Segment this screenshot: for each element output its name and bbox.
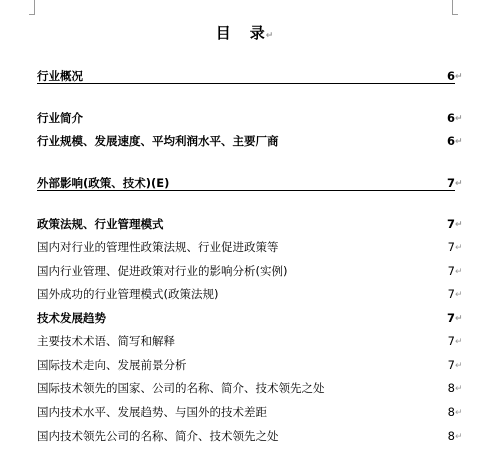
toc-entry-page: 6 ↵	[446, 111, 463, 125]
toc-entry-page: 7 ↵	[447, 287, 463, 301]
paragraph-mark-icon: ↵	[455, 72, 463, 82]
toc-entry-page: 7 ↵	[446, 311, 463, 325]
toc-entry-text: 国内行业管理、促进政策对行业的影响分析(实例)	[37, 264, 288, 278]
toc-entry-level3[interactable]	[37, 263, 463, 281]
paragraph-mark-icon: ↵	[455, 361, 463, 371]
title-char-2: 录	[249, 24, 266, 42]
paragraph-mark-icon: ↵	[455, 432, 463, 442]
toc-entry-page: 8 ↵	[447, 429, 463, 443]
toc-entry-level3[interactable]	[37, 239, 463, 257]
toc-title	[0, 22, 490, 43]
toc-entry-text: 国内对行业的管理性政策法规、行业促进政策等	[37, 240, 279, 254]
toc-entry-text: 主要技术术语、简写和解释	[37, 334, 175, 348]
toc-entry-text: 行业规模、发展速度、平均利润水平、主要厂商	[37, 134, 279, 148]
toc-entry-text: 国际技术领先的国家、公司的名称、简介、技术领先之处	[37, 381, 325, 395]
toc-entry-level2[interactable]	[37, 310, 463, 328]
toc-entry-page: 7 ↵	[447, 240, 463, 254]
crop-mark-left	[29, 0, 35, 15]
toc-entry-text: 行业概况	[37, 69, 83, 83]
toc-entry-level3[interactable]	[37, 428, 463, 446]
toc-entry-level1[interactable]	[37, 175, 463, 193]
toc-entry-level3[interactable]	[37, 333, 463, 351]
paragraph-mark-icon: ↵	[455, 314, 463, 324]
heading-underline	[37, 83, 455, 84]
crop-mark-right	[452, 0, 458, 15]
toc-entry-text: 国外成功的行业管理模式(政策法规)	[37, 287, 219, 301]
toc-entry-level3[interactable]	[37, 404, 463, 422]
paragraph-mark-icon: ↵	[455, 267, 463, 277]
paragraph-mark-icon: ↵	[265, 31, 275, 41]
paragraph-mark-icon: ↵	[455, 179, 463, 189]
paragraph-mark-icon: ↵	[455, 408, 463, 418]
toc-entry-page: 7 ↵	[447, 358, 463, 372]
paragraph-mark-icon: ↵	[455, 137, 463, 147]
toc-entry-level3[interactable]	[37, 357, 463, 375]
toc-entry-level3[interactable]	[37, 286, 463, 304]
paragraph-mark-icon: ↵	[455, 220, 463, 230]
toc-entry-level2[interactable]	[37, 216, 463, 234]
toc-entry-text: 国内技术水平、发展趋势、与国外的技术差距	[37, 405, 267, 419]
toc-entry-text: 国际技术走向、发展前景分析	[37, 358, 187, 372]
toc-entry-text: 政策法规、行业管理模式	[37, 217, 164, 231]
toc-entry-text: 技术发展趋势	[37, 311, 106, 325]
toc-entry-level2[interactable]	[37, 110, 463, 128]
toc-entry-level2[interactable]	[37, 133, 463, 151]
paragraph-mark-icon: ↵	[455, 290, 463, 300]
toc-entry-text: 国内技术领先公司的名称、简介、技术领先之处	[37, 429, 279, 443]
toc-entry-page: 8 ↵	[447, 405, 463, 419]
paragraph-mark-icon: ↵	[455, 114, 463, 124]
toc-entry-page: 7 ↵	[446, 217, 463, 231]
paragraph-mark-icon: ↵	[455, 384, 463, 394]
toc-entry-level1[interactable]	[37, 68, 463, 86]
toc-entry-text: 外部影响(政策、技术)(E)	[37, 176, 170, 190]
toc-entry-page: 6 ↵	[446, 134, 463, 148]
title-char-1: 目	[215, 24, 232, 42]
toc-entry-text: 行业简介	[37, 111, 83, 125]
paragraph-mark-icon: ↵	[455, 243, 463, 253]
toc-entry-page: 8 ↵	[447, 381, 463, 395]
toc-entry-page: 7 ↵	[447, 264, 463, 278]
toc-entry-page: 7 ↵	[447, 334, 463, 348]
toc-entry-page: 6 ↵	[446, 69, 463, 83]
paragraph-mark-icon: ↵	[455, 337, 463, 347]
heading-underline	[37, 190, 455, 191]
toc-entry-page: 7 ↵	[446, 176, 463, 190]
toc-entry-level3[interactable]	[37, 380, 463, 398]
